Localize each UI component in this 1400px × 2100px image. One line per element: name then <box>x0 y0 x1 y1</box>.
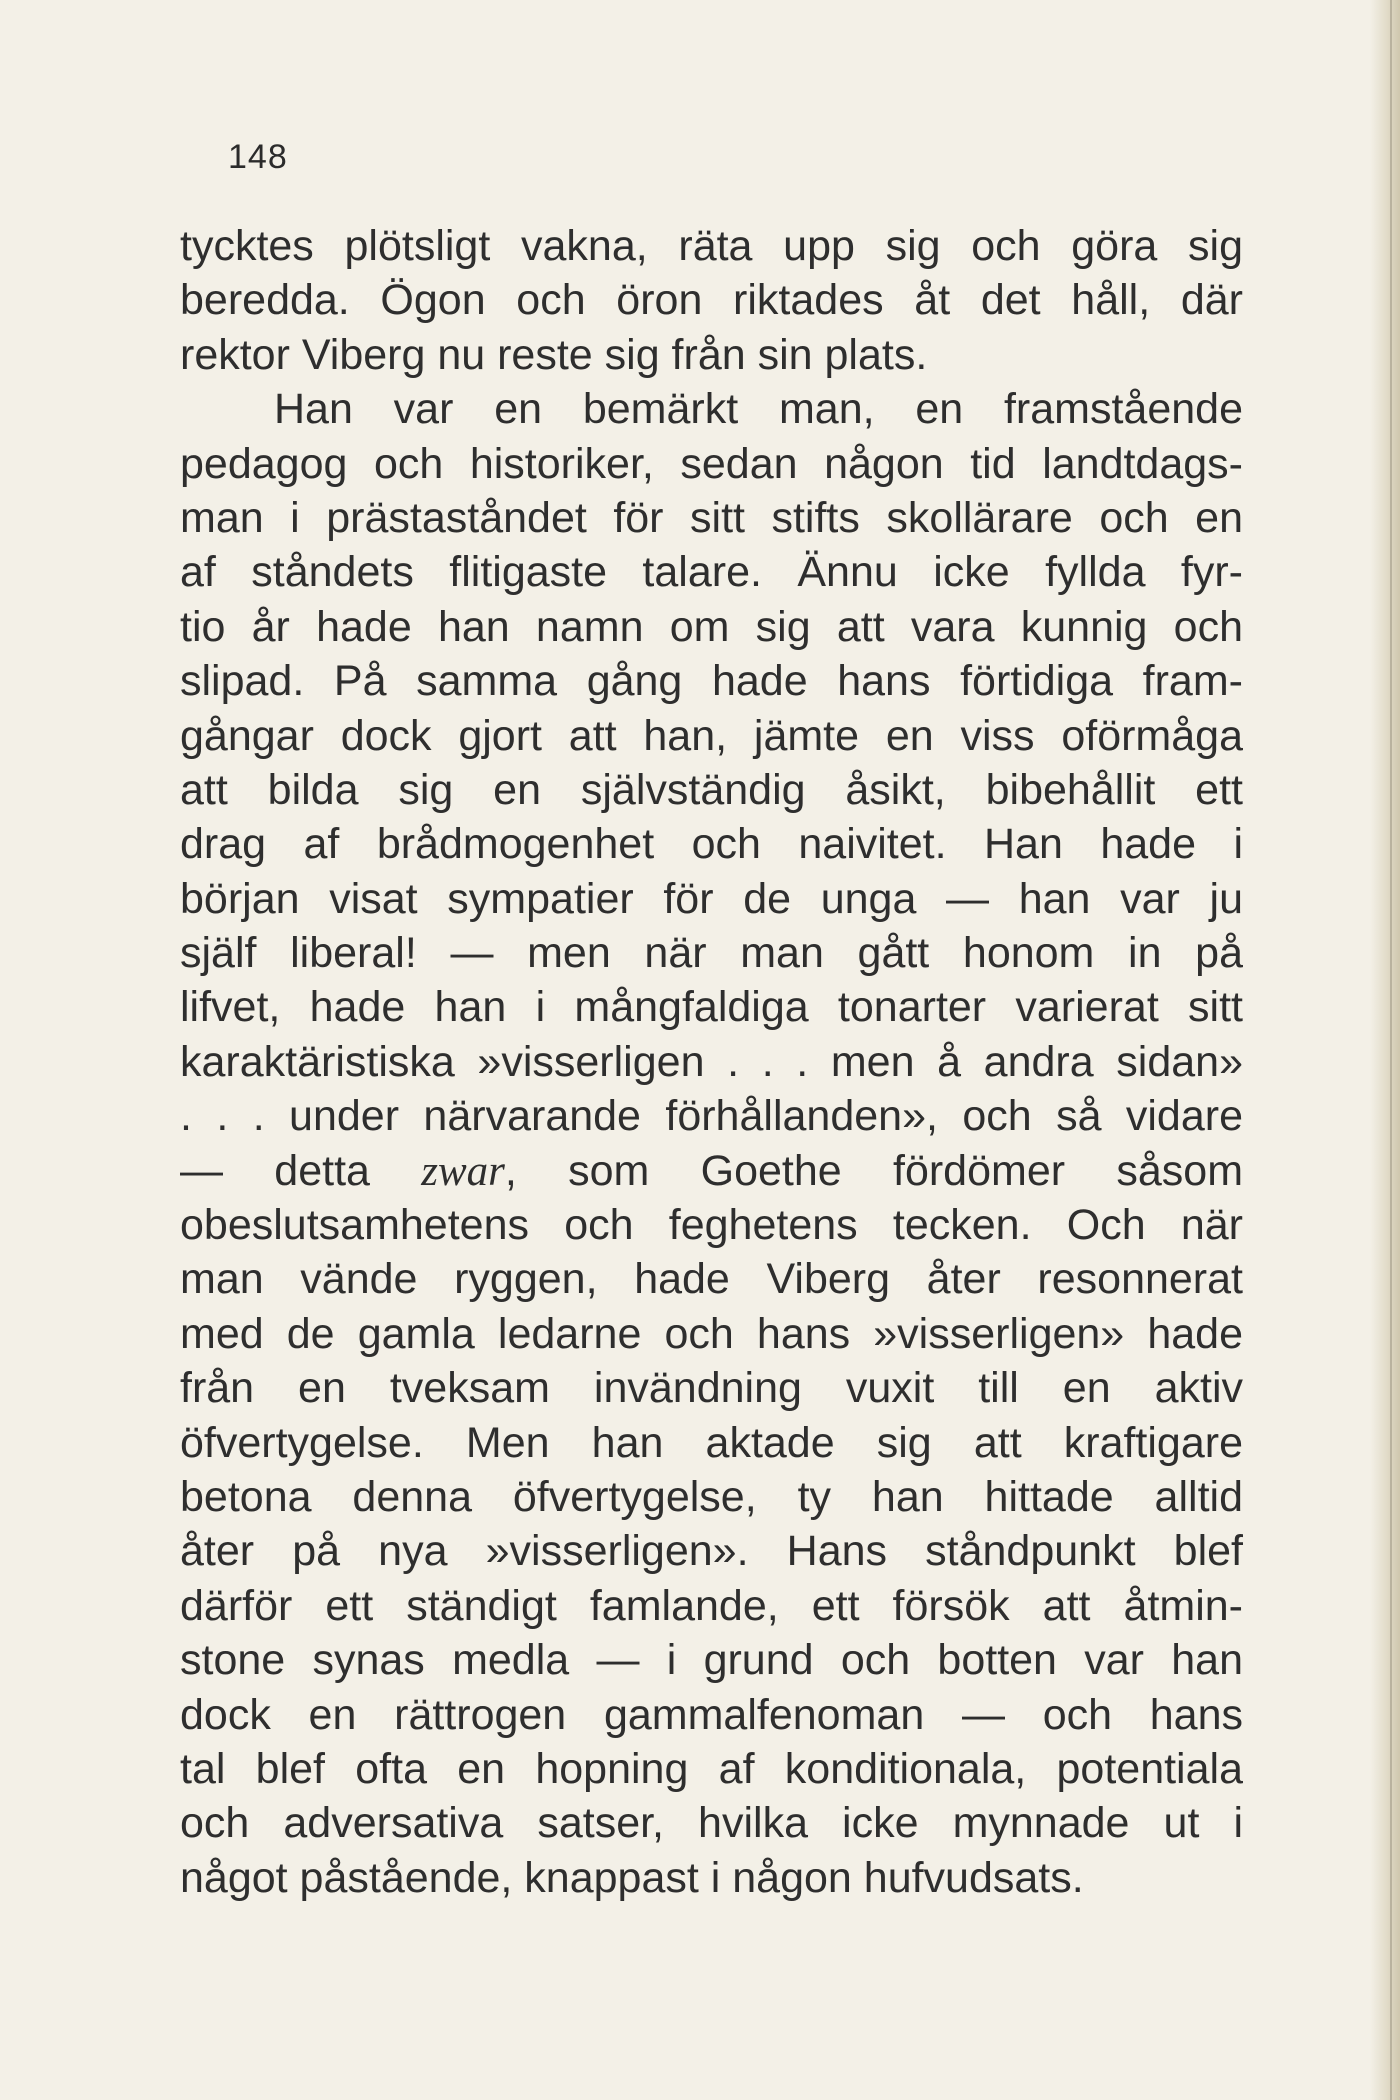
text-line: . . . under närvarande förhållanden», och så vidare <box>180 1092 1243 1141</box>
text-line: Han var en bemärkt man, en framstående <box>274 385 1243 434</box>
text-line: lifvet, hade han i mångfaldiga tonarter varierat sitt <box>180 983 1243 1032</box>
text-line: beredda. Ögon och öron riktades åt det håll, där <box>180 276 1243 325</box>
text-line: början visat sympatier för de unga — han var ju <box>180 874 1243 923</box>
text-line: åter på nya »visserligen». Hans ståndpunkt blef <box>180 1527 1243 1576</box>
text-line: och adversativa satser, hvilka icke mynnade ut i <box>180 1799 1243 1848</box>
text-line: därför ett ständigt famlande, ett försök att åtmin- <box>180 1581 1243 1630</box>
text-line: af ståndets flitigaste talare. Ännu icke fyllda fyr- <box>180 548 1243 597</box>
italic-word: zwar <box>421 1147 505 1195</box>
text-line: man i prästaståndet för sitt stifts skollärare och en <box>180 493 1243 542</box>
text-line: pedagog och historiker, sedan någon tid landtdags- <box>180 439 1243 488</box>
page-edge-line <box>1390 0 1392 2100</box>
text-line: gångar dock gjort att han, jämte en viss oförmåga <box>180 711 1243 760</box>
text-line: från en tveksam invändning vuxit till en aktiv <box>180 1364 1243 1413</box>
text-line: betona denna öfvertygelse, ty han hittade alltid <box>180 1472 1243 1521</box>
text-line: att bilda sig en självständig åsikt, bibehållit ett <box>180 765 1243 814</box>
body-text <box>180 219 1243 1905</box>
text-line: tio år hade han namn om sig att vara kunnig och <box>180 602 1243 651</box>
text-line: något påstående, knappast i någon hufvudsats. <box>180 1853 1084 1902</box>
text-line: själf liberal! — men när man gått honom in på <box>180 929 1243 978</box>
text-line: drag af brådmogenhet och naivitet. Han hade i <box>180 820 1243 869</box>
text-line: — detta zwar, som Goethe fördömer såsom <box>180 1146 1243 1195</box>
text-line: man vände ryggen, hade Viberg åter resonnerat <box>180 1255 1243 1304</box>
page-number: 148 <box>228 138 288 176</box>
text-line: dock en rättrogen gammalfenoman — och hans <box>180 1690 1243 1739</box>
text-line: stone synas medla — i grund och botten var han <box>180 1636 1243 1685</box>
text-line: tycktes plötsligt vakna, räta upp sig och göra sig <box>180 222 1243 270</box>
text-line: obeslutsamhetens och feghetens tecken. Och när <box>180 1201 1243 1250</box>
text-line: slipad. På samma gång hade hans förtidiga fram- <box>180 657 1243 706</box>
text-line: tal blef ofta en hopning af konditionala, potentiala <box>180 1744 1243 1793</box>
text-line: med de gamla ledarne och hans »visserligen» hade <box>180 1309 1243 1358</box>
text-line: karaktäristiska »visserligen . . . men å andra sidan» <box>180 1037 1243 1086</box>
page-edge-shadow <box>1370 0 1400 2100</box>
text-line: öfvertygelse. Men han aktade sig att kraftigare <box>180 1418 1243 1467</box>
text-line: rektor Viberg nu reste sig från sin plats. <box>180 330 928 379</box>
